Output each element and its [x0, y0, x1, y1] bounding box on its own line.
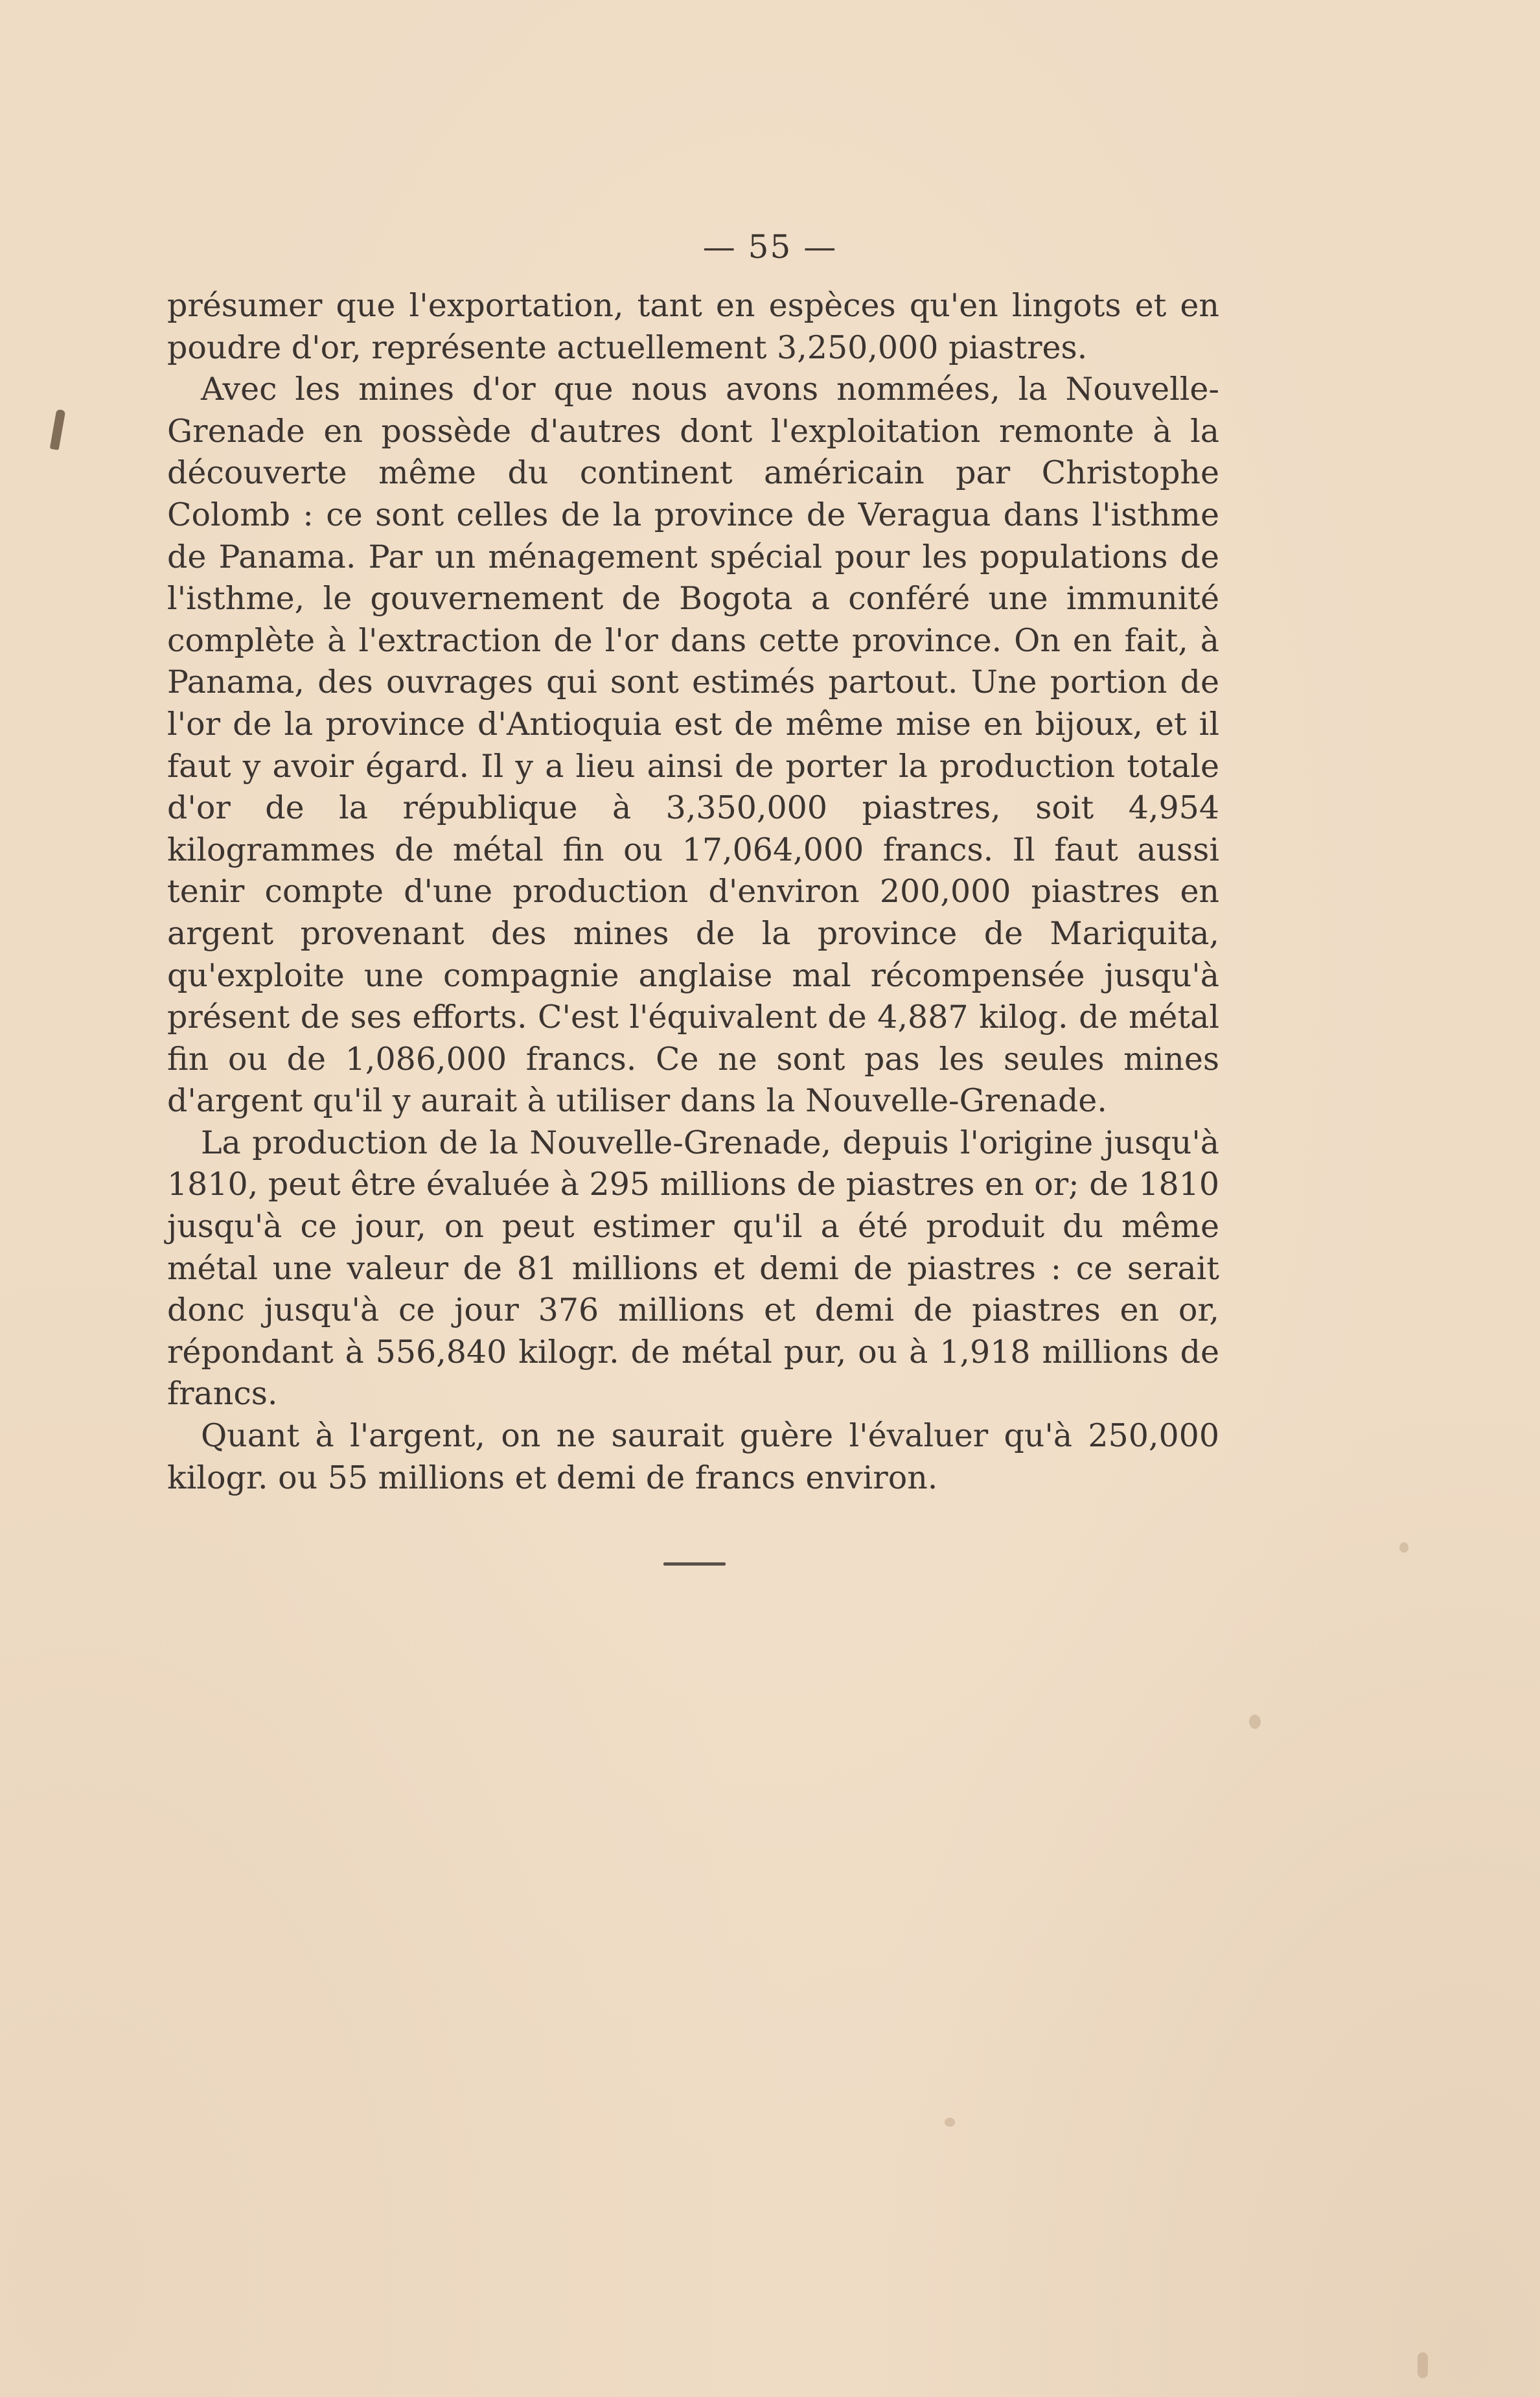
margin-ink-mark: [50, 409, 66, 450]
end-rule-divider: [663, 1562, 726, 1566]
body-text: [167, 285, 1219, 1499]
paper-spot: [1418, 2352, 1428, 2378]
page-number: — 55 —: [702, 228, 838, 266]
paragraph-1: présumer que l'exportation, tant en espèces qu'en lingots et en poudre d'or, représente actuellement 3,250,000 piastres.: [167, 287, 1219, 366]
paragraph-4: Quant à l'argent, on ne saurait guère l'évaluer qu'à 250,000 kilogr. ou 55 millions et demi de francs environ.: [167, 1417, 1219, 1496]
paragraph-3: La production de la Nouvelle-Grenade, depuis l'origine jusqu'à 1810, peut être évaluée à 295 millions de piastres en or; de 1810 jusqu'à ce jour, on peut estimer qu'il a été produit du même métal une valeur de 81 millions et demi de piastres : ce serait donc jusqu'à ce jour 376 millions et demi de piastres en or, répondant à 556,840 kilogr. de métal pur, ou à 1,918 millions de francs.: [167, 1124, 1219, 1413]
paper-spot: [1399, 1542, 1408, 1553]
paragraph-2: Avec les mines d'or que nous avons nommées, la Nouvelle-Grenade en possède d'autres dont l'exploitation remonte à la découverte même du continent américain par Christophe Colomb : ce sont celles de la province de Veragua dans l'isthme de Panama. Par un ménagement spécial pour les populations de l'isthme, le gouvernement de Bogota a conféré une immunité complète à l'extraction de l'or dans cette province. On en fait, à Panama, des ouvrages qui sont estimés partout. Une portion de l'or de la province d'Antioquia est de même mise en bijoux, et il faut y avoir égard. Il y a lieu ainsi de porter la production totale d'or de la république à 3,350,000 piastres, soit 4,954 kilogrammes de métal fin ou 17,064,000 francs. Il faut aussi tenir compte d'une production d'environ 200,000 piastres en argent provenant des mines de la province de Mariquita, qu'exploite une compagnie anglaise mal récompensée jusqu'à présent de ses efforts. C'est l'équivalent de 4,887 kilog. de métal fin ou de 1,086,000 francs. Ce ne sont pas les seules mines d'argent qu'il y aurait à utiliser dans la Nouvelle-Grenade.: [167, 371, 1219, 1120]
paper-spot: [945, 2118, 955, 2127]
paper-spot: [1249, 1715, 1261, 1729]
